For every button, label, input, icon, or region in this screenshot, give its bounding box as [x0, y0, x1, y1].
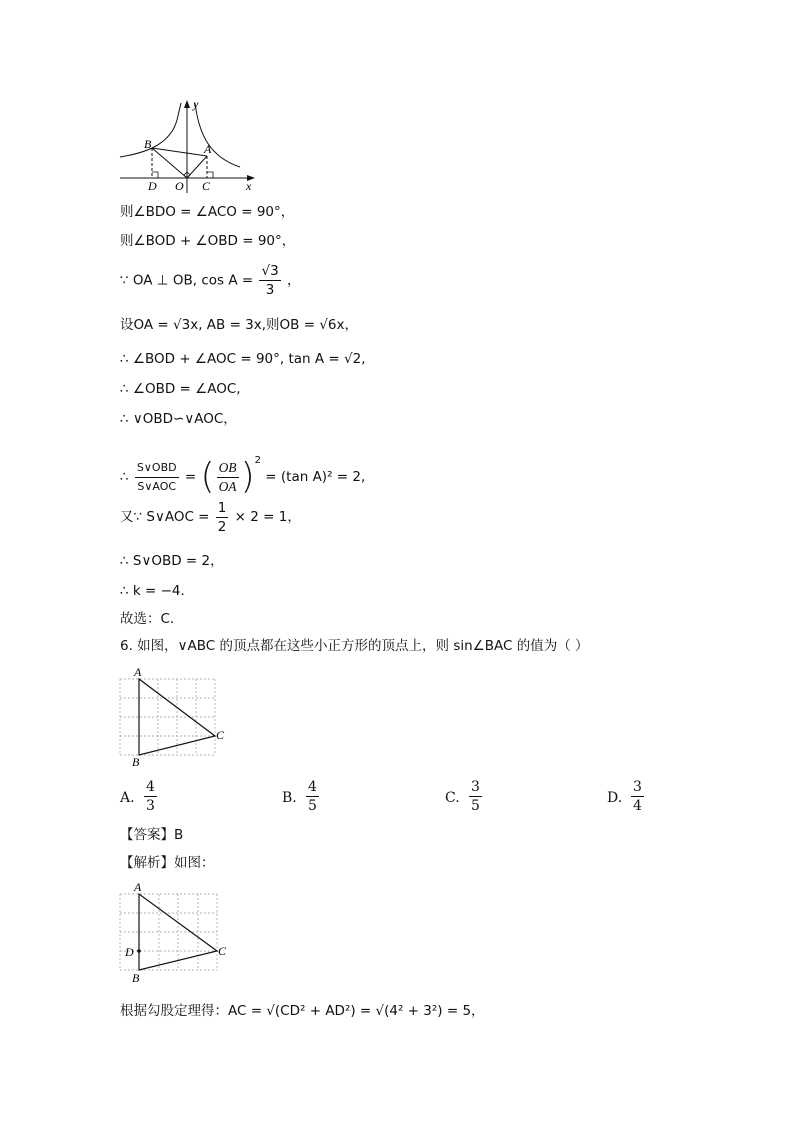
solution-line-4: 设OA = √3x, AB = 3x,则OB = √6x，	[120, 317, 359, 333]
fig2-label-A: A	[134, 665, 142, 679]
fig3-label-D: D	[125, 945, 134, 959]
solution-line-11: ∴ k = −4．	[120, 583, 194, 599]
analysis-line: 【解析】如图：	[120, 855, 215, 871]
side-ratio-fraction: $\frac{OB}{OA}$	[218, 459, 237, 494]
fig3-label-C: C	[218, 944, 227, 958]
fig1-label-x: x	[246, 179, 252, 193]
solution-line-9: 又∵ S∨AOC = $\frac{1}{2}$ × 2 = 1，	[120, 499, 301, 535]
fig2-label-B: B	[132, 755, 140, 769]
pythagorean-line: 根据勾股定理得：AC = √(CD² + AD²) = √(4² + 3²) = 5，	[120, 1003, 485, 1019]
solution-line-10: ∴ S∨OBD = 2，	[120, 553, 224, 569]
cos-fraction: $\frac{√3}{3}$	[261, 263, 279, 298]
solution-line-7: ∴ ∨OBD∽∨AOC，	[120, 411, 237, 427]
fig3-label-B: B	[132, 971, 140, 985]
solution-line-3: ∵ OA ⊥ OB, cos A = $\frac{√3}{3}$ ，	[120, 263, 301, 298]
figure-grid-triangle-d	[112, 878, 237, 986]
solution-line-1: 则∠BDO = ∠ACO = 90°，	[120, 204, 295, 220]
fig1-label-A: A	[204, 142, 212, 156]
half-fraction: $\frac{1}{2}$	[217, 499, 227, 535]
page: y x B A D O C 则∠BDO = ∠ACO = 90°， 则∠BOD + ∠OBD = 90°， ∵ OA ⊥ OB, cos A = $\frac{√3}{3}$ ， 设OA = √3x, AB = 3x,则OB = √6x， ∴ ∠BOD + ∠AOC = 90°, tan A = √2, ∴ ∠OBD = ∠AOC, ∴ ∨OBD∽∨AOC， ∴ $\frac{\text{S∨OBD}}{\text{S∨AOC}}$ = ( $\frac{OB}{OA}$ )$^2$ = (tan A)² = 2, 又∵ S∨AOC = $\frac{1}{2}$ × 2 = 1， ∴ S∨OBD = 2， ∴ k = −4． 故选：C． 6. 如图，∨ABC 的顶点都在这些小正方形的顶点上，则 sin∠BAC 的值为（ ） A B C A. $\frac{4}{3}$ B. $\frac{4}{5}$ C. $\frac{3}{5}$ D. $\frac{3}{4}$ 【答案】B 【解析】如图： A D B C 根据勾股定理得：AC = √(CD² + AD²) = √(4² + 3²) = 5，	[0, 0, 794, 1123]
fig2-label-C: C	[216, 728, 225, 742]
solution-line-8: ∴ $\frac{\text{S∨OBD}}{\text{S∨AOC}}$ = ( $\frac{OB}{OA}$ )$^2$ = (tan A)² = 2,	[120, 455, 366, 497]
solution-line-2: 则∠BOD + ∠OBD = 90°，	[120, 233, 296, 249]
figure-grid-triangle	[112, 664, 237, 770]
fig1-label-y: y	[193, 97, 199, 111]
fig1-label-O: O	[175, 179, 184, 193]
area-ratio-fraction: $\frac{\text{S∨OBD}}{\text{S∨AOC}}$	[136, 460, 177, 493]
solution-line-5: ∴ ∠BOD + ∠AOC = 90°, tan A = √2,	[120, 351, 366, 367]
solution-line-12: 故选：C．	[120, 611, 184, 627]
figure-hyperbola	[115, 95, 265, 195]
fig3-label-A: A	[134, 880, 142, 894]
fig1-label-C: C	[202, 179, 211, 193]
fig1-label-B: B	[144, 137, 152, 151]
fig1-label-D: D	[148, 179, 157, 193]
solution-line-6: ∴ ∠OBD = ∠AOC,	[120, 381, 241, 397]
question-6: 6. 如图，∨ABC 的顶点都在这些小正方形的顶点上，则 sin∠BAC 的值为（ ）	[120, 638, 589, 654]
answer-line: 【答案】B	[120, 827, 184, 843]
